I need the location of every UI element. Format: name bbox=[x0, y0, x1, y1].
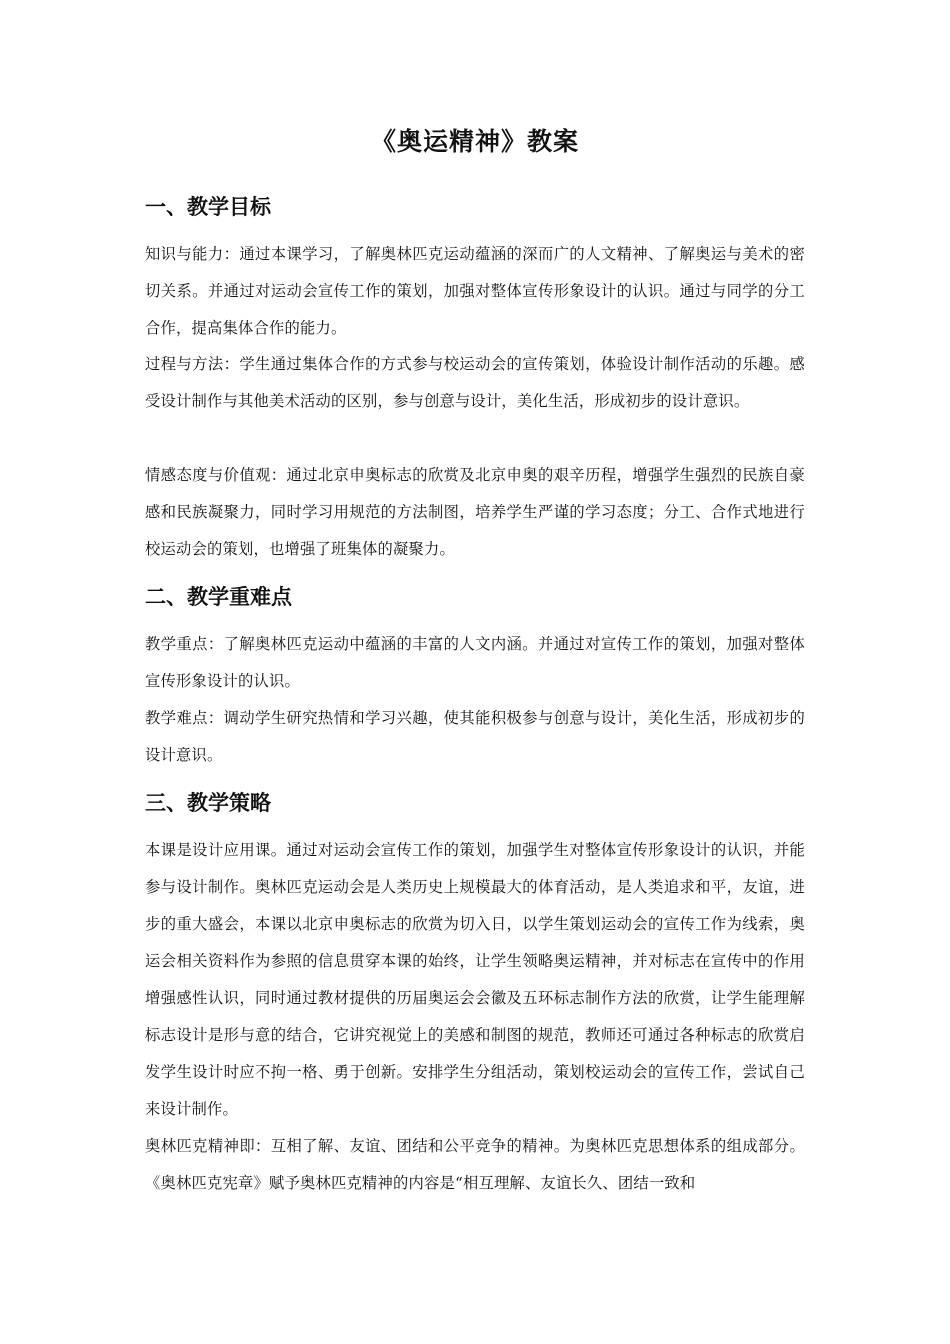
document-title: 《奥运精神》教案 bbox=[370, 127, 579, 156]
section-heading-strategy: 三、教学策略 bbox=[145, 791, 271, 815]
paragraph-strategy: 本课是设计应用课。通过对运动会宣传工作的策划，加强学生对整体宣传形象设计的认识，并能参与设计制作。奥林匹克运动会是人类历史上规模最大的体育活动，是人类追求和平，友谊，进步的重大盛会，本课以北京申奥标志的欣赏为切入日，以学生策划运动会的宣传工作为线索，奥运会相关资料作为参照的信息贯穿本课的始终，让学生领略奥运精神，并对标志在宣传中的作用增强感性认识，同时通过教材提供的历届奥运会会徽及五环标志制作方法的欣赏，让学生能理解标志设计是形与意的结合，它讲究视觉上的美感和制图的规范，教师还可通过各种标志的欣赏启发学生设计时应不拘一格、勇于创新。安排学生分组活动，策划校运动会的宣传工作，尝试自己来设计制作。 bbox=[145, 841, 805, 1118]
paragraph-knowledge-ability: 知识与能力：通过本课学习，了解奥林匹克运动蕴涵的深而广的人文精神、了解奥运与美术的密切关系。并通过对运动会宣传工作的策划，加强对整体宣传形象设计的认识。通过与同学的分工合作，提高集体合作的能力。 bbox=[145, 245, 805, 337]
paragraph-olympic-spirit: 奥林匹克精神即：互相了解、友谊、团结和公平竞争的精神。为奥林匹克思想体系的组成部分。《奥林匹克宪章》赋予奥林匹克精神的内容是“相互理解、友谊长久、团结一致和 bbox=[145, 1137, 805, 1192]
section-heading-objectives: 一、教学目标 bbox=[145, 195, 271, 219]
paragraph-key-point: 教学重点：了解奥林匹克运动中蕴涵的丰富的人文内涵。并通过对宣传工作的策划，加强对整体宣传形象设计的认识。 bbox=[145, 635, 805, 690]
section-heading-key-points: 二、教学重难点 bbox=[145, 585, 292, 609]
paragraph-difficult-point: 教学难点：调动学生研究热情和学习兴趣，使其能积极参与创意与设计，美化生活，形成初步的设计意识。 bbox=[145, 709, 805, 764]
paragraph-process-method: 过程与方法：学生通过集体合作的方式参与校运动会的宣传策划，体验设计制作活动的乐趣。感受设计制作与其他美术活动的区别，参与创意与设计，美化生活，形成初步的设计意识。 bbox=[145, 355, 805, 410]
paragraph-emotion-values: 情感态度与价值观：通过北京申奥标志的欣赏及北京申奥的艰辛历程，增强学生强烈的民族自豪感和民族凝聚力，同时学习用规范的方法制图，培养学生严谨的学习态度；分工、合作式地进行校运动会的策划，也增强了班集体的凝聚力。 bbox=[145, 466, 805, 558]
